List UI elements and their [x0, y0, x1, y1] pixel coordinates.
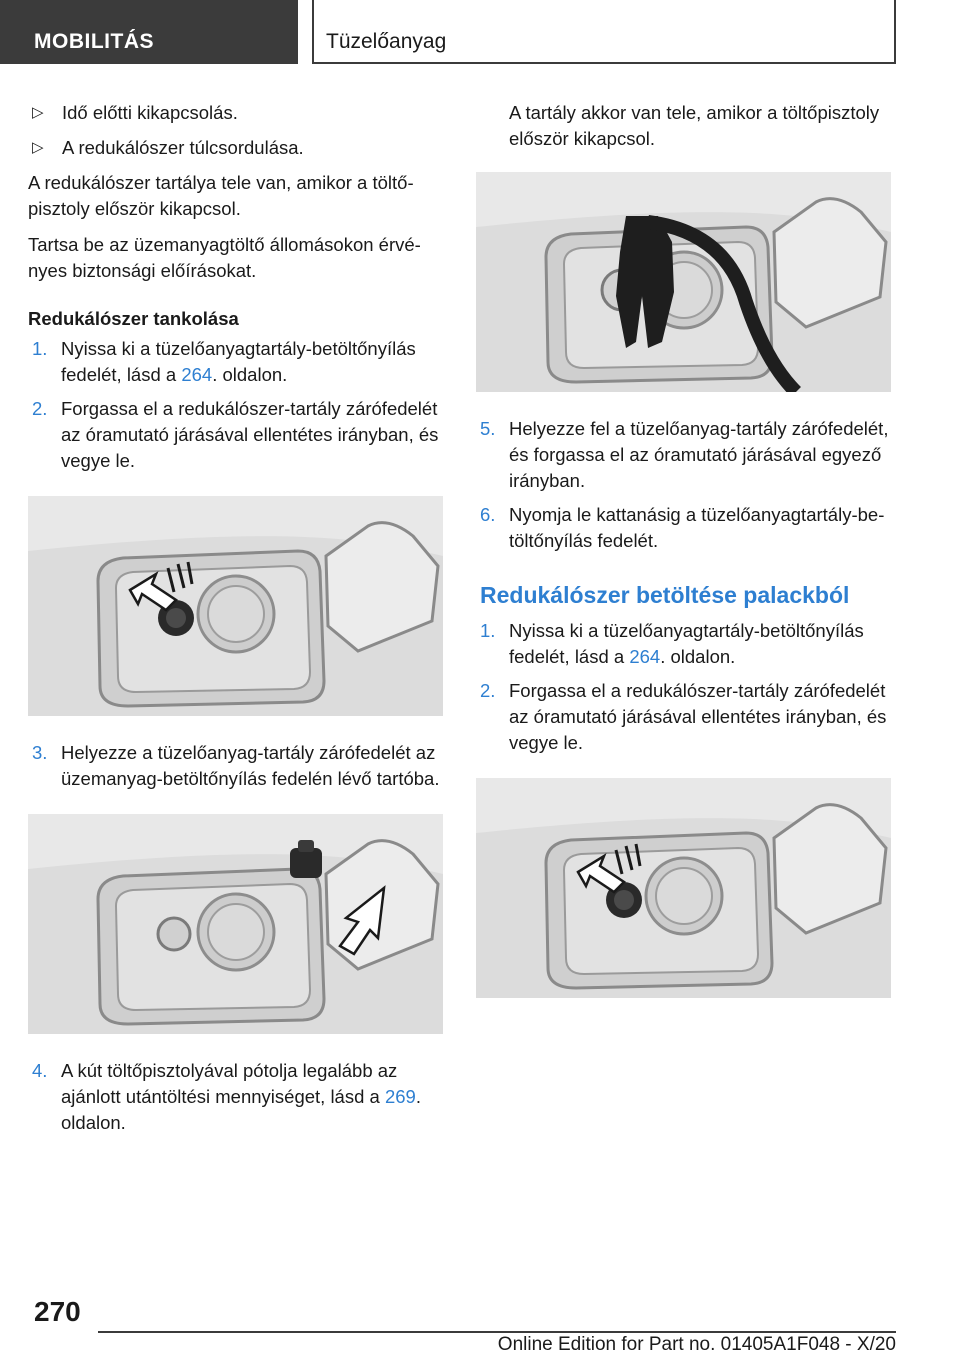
step-number: 1. [32, 338, 48, 359]
step-item: 6. Nyomja le kattanásig a tüzelőanyagtartály-betöltőnyílás fedelét. [480, 504, 885, 551]
step-number: 5. [480, 418, 496, 439]
step-item: 2. Forgassa el a redukálószer-tartály zárófedelét az óramutató járásával ellentétes irányban, és vegye le. [32, 398, 439, 471]
figure-cap-holder [28, 814, 443, 1034]
step-item: 1. Nyissa ki a tüzelőanyagtartály-betöltőnyílás fedelét, lásd a 264. oldalon. [480, 620, 864, 667]
step-number: 2. [480, 680, 496, 701]
step-item: 2. Forgassa el a redukálószer-tartály zárófedelét az óramutató járásával ellentétes irányban, és vegye le. [480, 680, 887, 753]
section-heading: Redukálószer betöltése palackból [480, 582, 850, 608]
triangle-bullet-icon: ▷ [32, 139, 44, 156]
figure-cap-removal [28, 496, 443, 716]
figure-cap-removal-bottle [476, 778, 891, 998]
step-item: 4. A kút töltőpisztolyával pótolja legalább az ajánlott utántöltési mennyiséget, lásd a 269. oldalon. [32, 1060, 421, 1133]
subheading: Redukálószer tankolása [28, 308, 239, 329]
step-number: 1. [480, 620, 496, 641]
step-item: 1. Nyissa ki a tüzelőanyagtartály-betöltőnyílás fedelét, lásd a 264. oldalon. [32, 338, 416, 385]
figure-nozzle-refill [476, 172, 891, 392]
right-column [476, 100, 891, 1022]
paragraph: A redukálószer tartálya tele van, amikor a töltőpisztoly először kikapcsol. [28, 172, 414, 219]
step-number: 6. [480, 504, 496, 525]
bullet-item: ▷ Idő előtti kikapcsolás. [28, 100, 443, 126]
step-number: 2. [32, 398, 48, 419]
page-link[interactable]: 269 [384, 1086, 416, 1107]
paragraph: Tartsa be az üzemanyagtöltő állomásokon érvényes biztonsági előírásokat. [28, 234, 421, 281]
left-column [28, 100, 443, 1144]
page-number: 270 [34, 1296, 81, 1327]
section-tab: MOBILITÁS [0, 0, 298, 64]
step-item: 3. Helyezze a tüzelőanyag-tartály zárófedelét az üzemanyag-betöltőnyílás fedelén lévő tartóba. [32, 742, 440, 789]
step-number: 4. [32, 1060, 48, 1081]
step-item: 5. Helyezze fel a tüzelőanyag-tartály zárófedelét, és forgassa el az óramutató járásával egyező irányban. [480, 418, 889, 491]
page-link[interactable]: 264 [629, 646, 661, 667]
step-number: 3. [32, 742, 48, 763]
chapter-title: Tüzelőanyag [312, 0, 896, 64]
footer-edition: Online Edition for Part no. 01405A1F048 - X/20 [497, 1334, 896, 1355]
triangle-bullet-icon: ▷ [32, 104, 44, 121]
page-link[interactable]: 264 [181, 364, 213, 385]
bullet-item: ▷ A redukálószer túlcsordulása. [28, 135, 443, 161]
paragraph: A tartály akkor van tele, amikor a töltőpisztoly először kikapcsol. [509, 102, 880, 149]
footer-divider [98, 1331, 896, 1333]
